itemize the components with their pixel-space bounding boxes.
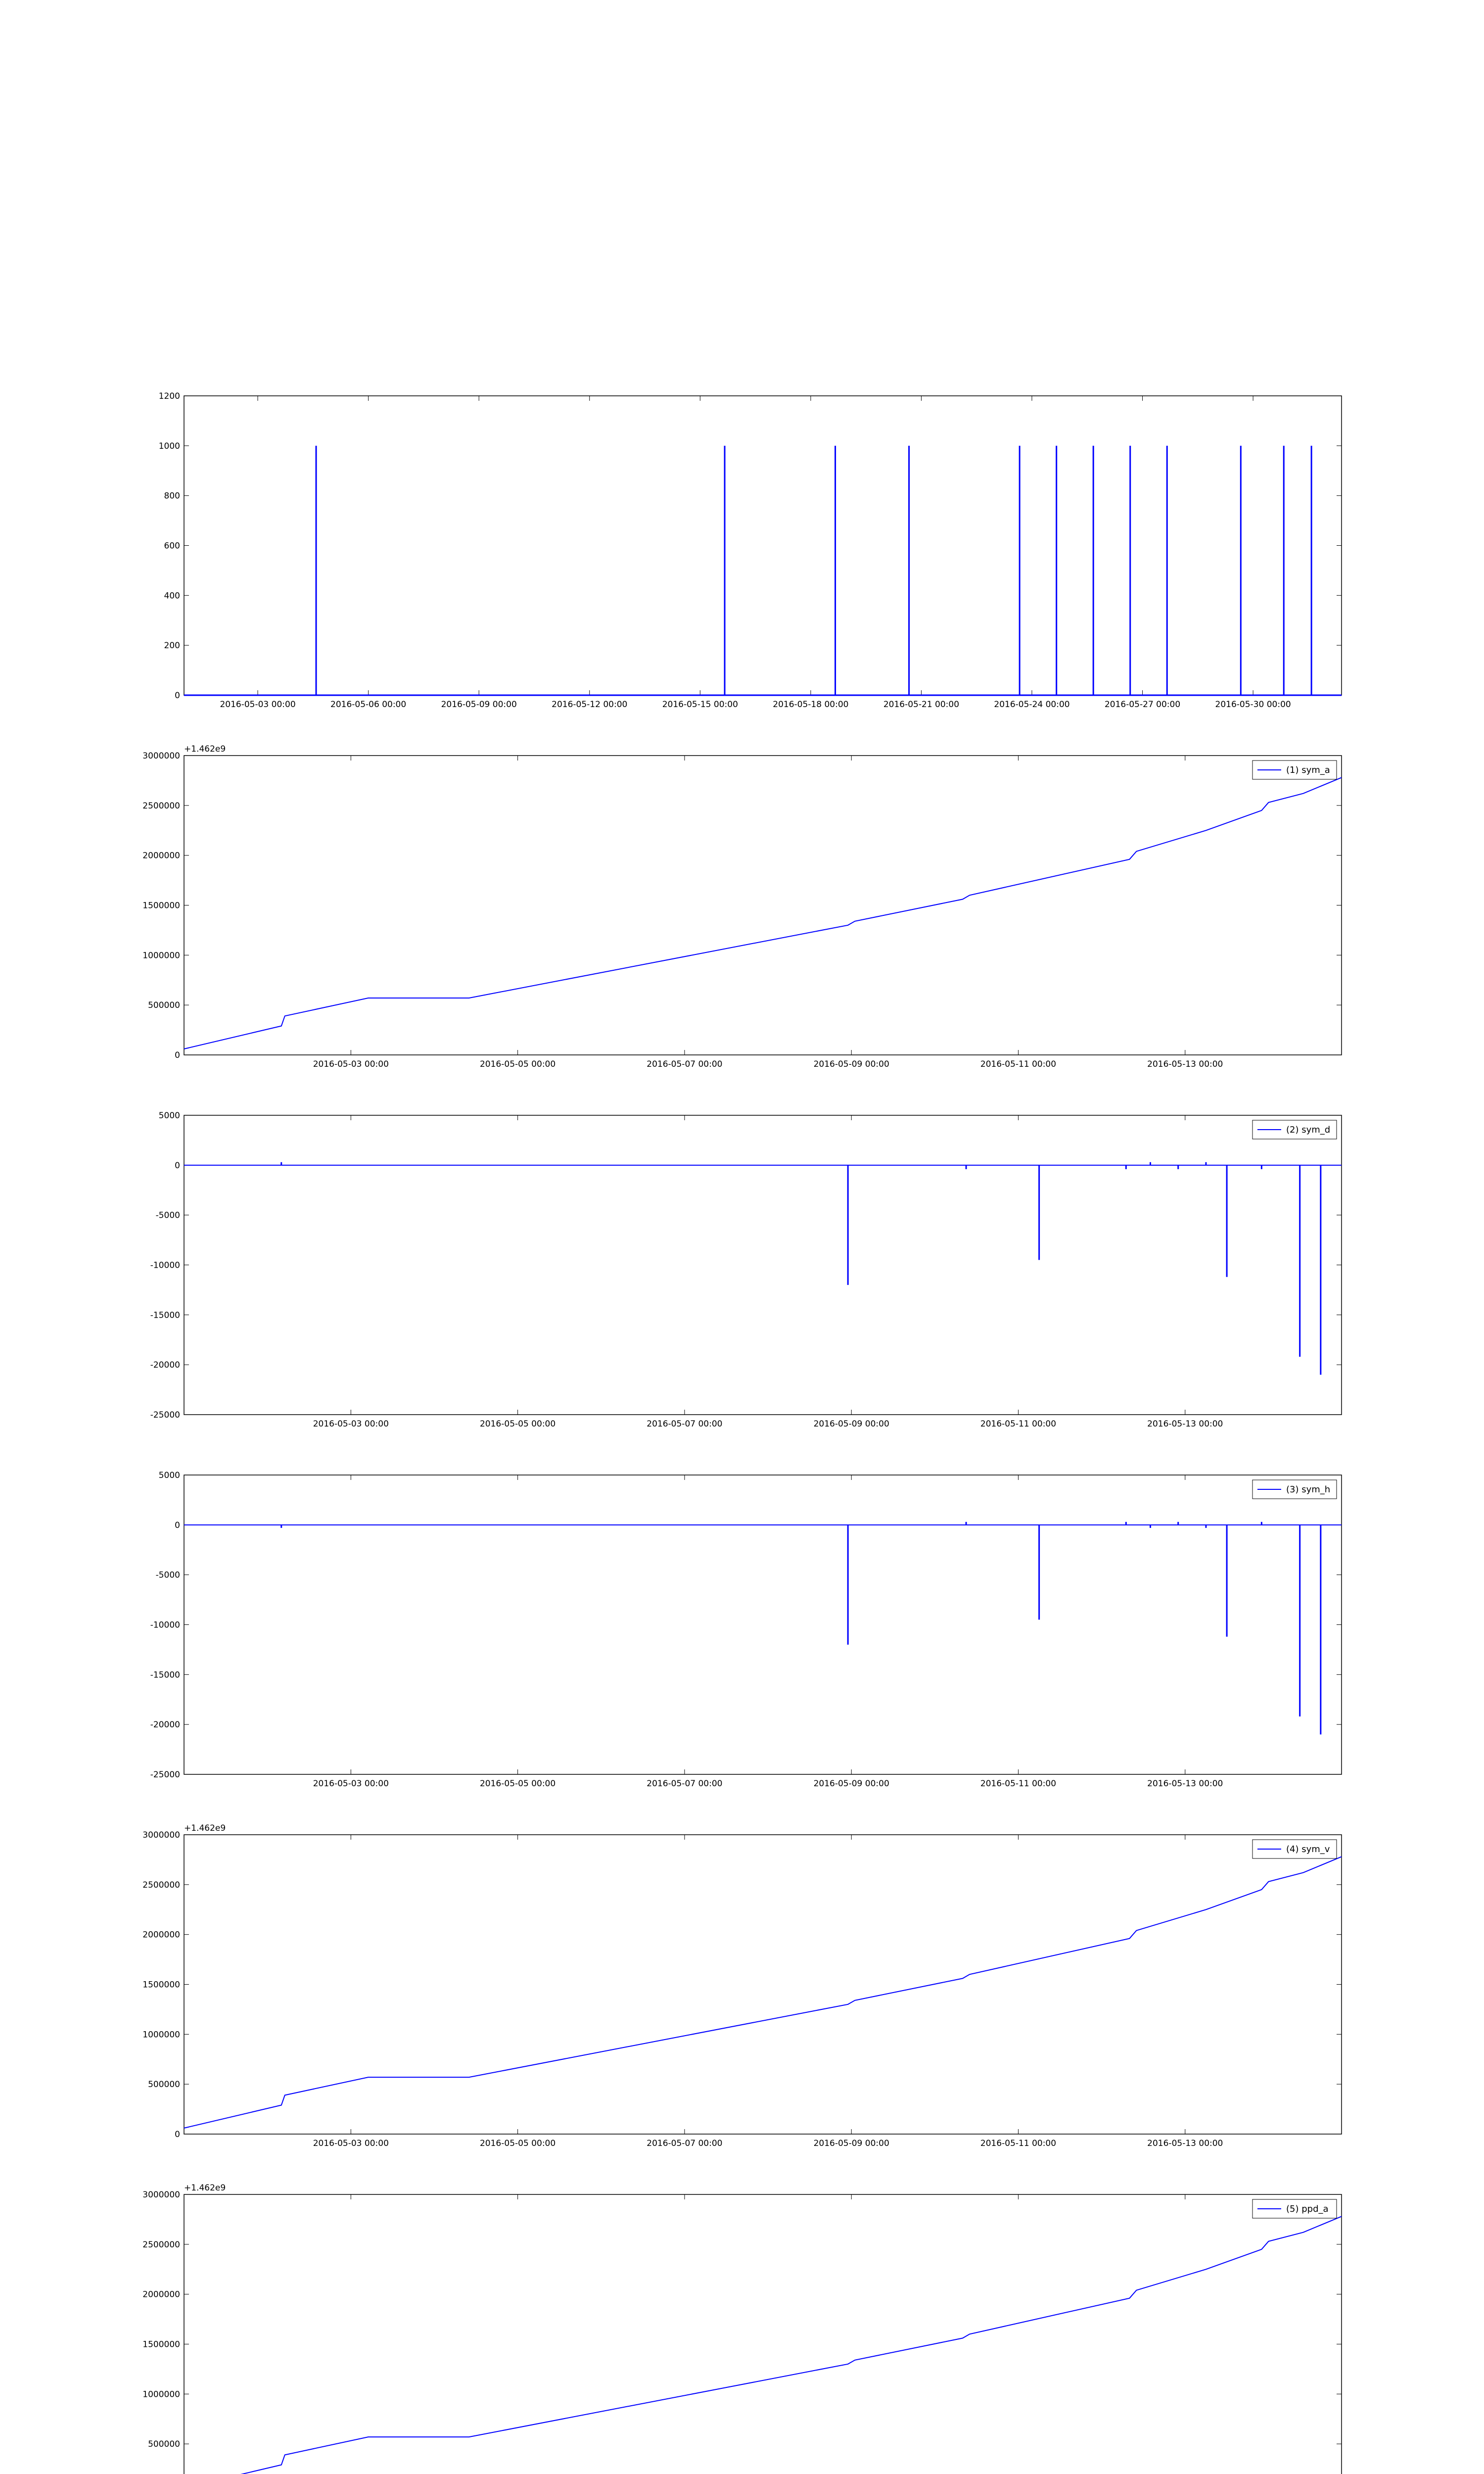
chart-panel-3 [150,1111,1342,1429]
y-tick-label: 0 [175,691,180,701]
axes-frame [184,756,1342,1055]
y-tick-label: 2500000 [142,801,180,811]
x-tick-label: 2016-05-18 00:00 [773,700,849,710]
y-tick-label: -10000 [150,1620,180,1630]
y-tick-label: 3000000 [142,751,180,761]
y-tick-label: 2000000 [142,1930,180,1940]
chart-panel-2 [142,744,1342,1069]
series-line [184,2216,1342,2474]
y-tick-label: 1500000 [142,1980,180,1990]
y-tick-label: -15000 [150,1670,180,1680]
x-tick-label: 2016-05-12 00:00 [552,700,628,710]
offset-text: +1.462e9 [184,744,226,754]
y-tick-label: 1500000 [142,901,180,911]
x-tick-label: 2016-05-13 00:00 [1147,1419,1223,1429]
y-tick-label: 400 [164,591,180,601]
y-tick-label: 1200 [158,391,180,401]
y-tick-label: 200 [164,641,180,651]
x-tick-label: 2016-05-24 00:00 [994,700,1070,710]
x-tick-label: 2016-05-03 00:00 [313,1779,389,1789]
x-tick-label: 2016-05-09 00:00 [813,1059,889,1069]
x-tick-label: 2016-05-05 00:00 [479,1419,556,1429]
y-tick-label: 0 [175,2130,180,2140]
legend-label: (3) sym_h [1286,1484,1331,1495]
axes-frame [184,1475,1342,1774]
chart-panel-1 [159,391,1342,710]
x-tick-label: 2016-05-03 00:00 [313,1059,389,1069]
x-tick-label: 2016-05-09 00:00 [813,1419,889,1429]
series-line [184,1856,1342,2128]
x-tick-label: 2016-05-09 00:00 [813,1779,889,1789]
x-tick-label: 2016-05-21 00:00 [883,700,960,710]
y-tick-label: -20000 [150,1720,180,1730]
y-tick-label: 600 [164,541,180,551]
y-tick-label: 1000 [158,441,180,451]
x-tick-label: 2016-05-11 00:00 [980,1059,1057,1069]
y-tick-label: 2500000 [142,1880,180,1890]
legend-label: (2) sym_d [1286,1125,1331,1135]
y-tick-label: 2000000 [142,2289,180,2300]
x-tick-label: 2016-05-30 00:00 [1215,700,1291,710]
y-tick-label: 500000 [148,2080,180,2090]
x-tick-label: 2016-05-13 00:00 [1147,1059,1223,1069]
x-tick-label: 2016-05-11 00:00 [980,1779,1057,1789]
y-tick-label: 0 [175,1160,180,1171]
legend-label: (4) sym_v [1286,1844,1330,1855]
y-tick-label: 0 [175,1520,180,1530]
y-tick-label: 5000 [158,1111,180,1121]
y-tick-label: 500000 [148,1000,180,1011]
x-tick-label: 2016-05-15 00:00 [662,700,738,710]
y-tick-label: 1000000 [142,2389,180,2400]
x-tick-label: 2016-05-11 00:00 [980,2139,1057,2148]
y-tick-label: 1500000 [142,2339,180,2350]
x-tick-label: 2016-05-07 00:00 [647,1419,723,1429]
y-tick-label: -10000 [150,1260,180,1271]
y-tick-label: 5000 [158,1471,180,1480]
x-tick-label: 2016-05-05 00:00 [479,1779,556,1789]
y-tick-label: -20000 [150,1360,180,1371]
y-tick-label: 1000000 [142,2030,180,2040]
y-tick-label: 3000000 [142,2190,180,2200]
x-tick-label: 2016-05-03 00:00 [220,700,296,710]
x-tick-label: 2016-05-11 00:00 [980,1419,1057,1429]
offset-text: +1.462e9 [184,2183,226,2193]
axes-frame [184,2194,1342,2474]
x-tick-label: 2016-05-13 00:00 [1147,2139,1223,2148]
x-tick-label: 2016-05-07 00:00 [647,1779,723,1789]
y-tick-label: 500000 [148,2439,180,2450]
x-tick-label: 2016-05-03 00:00 [313,2139,389,2148]
y-tick-label: 3000000 [142,1830,180,1840]
x-tick-label: 2016-05-07 00:00 [647,1059,723,1069]
y-tick-label: -25000 [150,1410,180,1420]
y-tick-label: 1000000 [142,951,180,961]
chart-panel-6 [142,2183,1342,2474]
x-tick-label: 2016-05-09 00:00 [441,700,517,710]
legend-label: (1) sym_a [1286,765,1330,775]
y-tick-label: -5000 [155,1570,180,1580]
x-tick-label: 2016-05-13 00:00 [1147,1779,1223,1789]
y-tick-label: -15000 [150,1310,180,1321]
y-tick-label: 0 [175,1050,180,1060]
legend-label: (5) ppd_a [1286,2204,1329,2214]
offset-text: +1.462e9 [184,1823,226,1833]
chart-panel-5 [142,1823,1342,2148]
y-tick-label: 800 [164,491,180,501]
y-tick-label: -25000 [150,1770,180,1780]
x-tick-label: 2016-05-09 00:00 [813,2139,889,2148]
series-line [184,777,1342,1048]
y-tick-label: -5000 [155,1210,180,1221]
x-tick-label: 2016-05-03 00:00 [313,1419,389,1429]
chart-panel-4 [150,1471,1342,1789]
x-tick-label: 2016-05-05 00:00 [479,1059,556,1069]
y-tick-label: 2000000 [142,851,180,861]
axes-frame [184,1115,1342,1415]
x-tick-label: 2016-05-06 00:00 [330,700,407,710]
axes-frame [184,396,1342,695]
x-tick-label: 2016-05-07 00:00 [647,2139,723,2148]
x-tick-label: 2016-05-05 00:00 [479,2139,556,2148]
y-tick-label: 2500000 [142,2239,180,2250]
x-tick-label: 2016-05-27 00:00 [1104,700,1181,710]
axes-frame [184,1835,1342,2134]
